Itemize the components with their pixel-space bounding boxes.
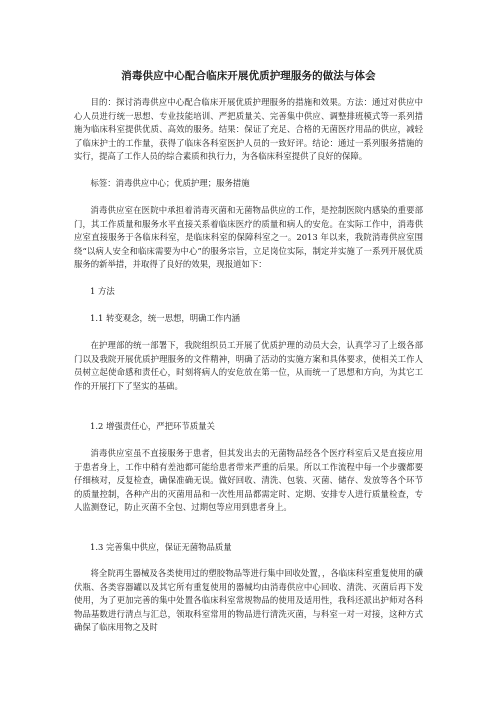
section-heading-1-3: 1.3 完善集中供应，保证无菌物品质量 [90,542,232,552]
section-1-1-paragraph: 在护理部的统一部署下，我院组织员工开展了优质护理的动员大会，认真学习了上级各部门以及我院开展优质护理服务的文件精神，明确了活动的实施方案和具体要求，使相关工作人员树立起使命感和责任心，时刻将病人的安危放在第一位，从而统一了思想和方向，为其它工作的开展打下了坚实的基础。 [74,340,423,391]
section-heading-1: 1 方法 [90,286,115,296]
intro-paragraph: 消毒供应室在医院中承担着消毒灭菌和无菌物品供应的工作，是控制医院内感染的重要部门，其工作质量和服务水平直接关系着临床医疗的质量和病人的安危。在实际工作中，消毒供应室直接服务于各临床科室，是临床科室的保障科室之一。2013 年以来，我院消毒供应室围绕“以病人安全和临床需要为中心”的服务宗旨，立足岗位实际，制定并实施了一系列开展优质服务的新举措，并取得了良好的效果，现报道如下： [74,205,423,270]
section-heading-1-2: 1.2 增强责任心，严把环节质量关 [90,421,215,431]
section-1-2-paragraph: 消毒供应室虽不直接服务于患者，但其发出去的无菌物品经各个医疗科室后又是直接应用于患者身上，工作中稍有差池都可能给患者带来严重的后果。所以工作流程中每一个步骤都要仔细核对，反复检查，确保准确无误。做好回收、清洗、包装、灭菌、储存、发放等各个环节的质量控制，各种产出的灭菌用品和一次性用品都需定时、定期、安排专人进行质量检查，专人监测登记，防止灭菌不全包、过期包等应用到患者身上。 [74,448,423,513]
document-title: 消毒供应中心配合临床开展优质护理服务的做法与体会 [121,70,376,82]
abstract-paragraph: 目的：探讨消毒供应中心配合临床开展优质护理服务的措施和效果。方法：通过对供应中心人员进行统一思想、专业技能培训、严把质量关、完善集中供应、调整排班模式等一系列措施为临床科室提供优质、高效的服务。结果：保证了充足、合格的无菌医疗用品的供应，减轻了临床护士的工作量，获得了临床各科室医护人员的一致好评。结论：通过一系列服务措施的实行，提高了工作人员的综合素质和执行力，为各临床科室提供了良好的保障。 [74,97,423,162]
section-1-3-paragraph: 将全院再生器械及各类使用过的塑胶物品等进行集中回收处置，，各临床科室重复使用的磺伏瓶、各类容器罐以及其它所有重复使用的器械均由消毒供应中心回收、清洗、灭菌后再下发使用，为了更加完善的集中处置各临床科室常规物品的使用及适用性，我科还派出护师对各科物品基数进行清点与汇总，领取科室常用的物品进行清洗灭菌，与科室一对一对接，这种方式确保了临床用物之及时 [74,568,423,633]
section-heading-1-1: 1.1 转变观念，统一思想，明确工作内涵 [90,313,240,323]
keywords-line: 标签：消毒供应中心；优质护理；服务措施 [90,178,250,188]
